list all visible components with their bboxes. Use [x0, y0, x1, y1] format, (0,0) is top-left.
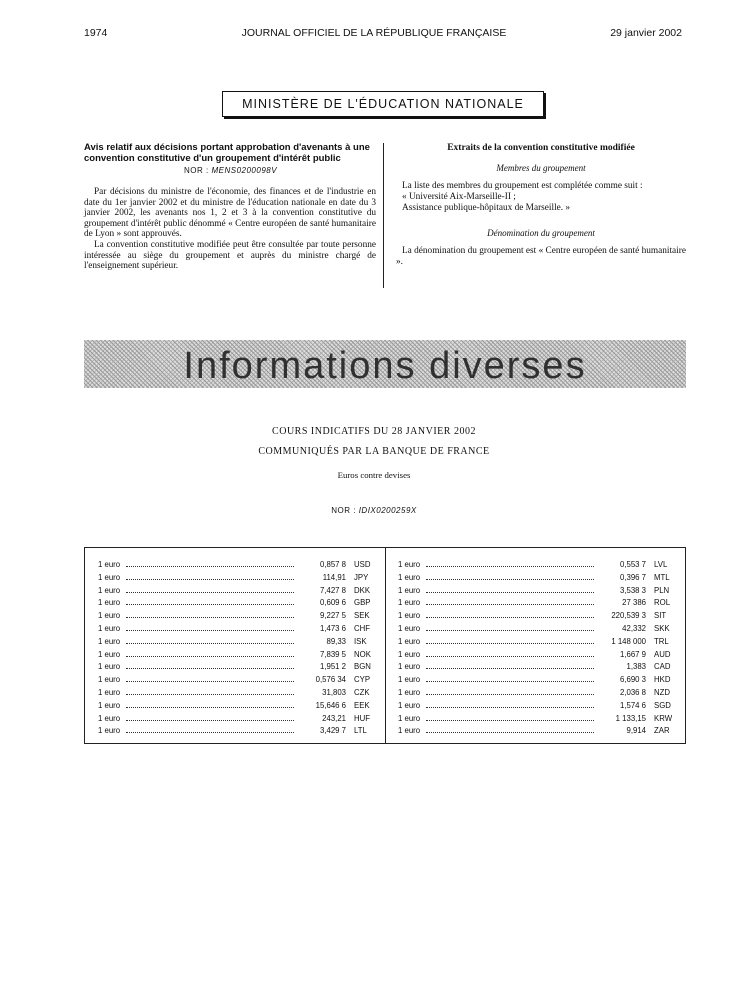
- rate-row: [398, 662, 676, 675]
- rate-label: 1 euro: [98, 649, 121, 659]
- rate-label: 1 euro: [398, 726, 421, 736]
- rate-label: 1 euro: [98, 636, 121, 646]
- currency-code: CZK: [354, 687, 370, 697]
- denomination-line: La dénomination du groupement est « Centre européen de santé humanitaire ».: [396, 246, 686, 267]
- currency-code: KRW: [654, 713, 673, 723]
- leader-dots: [126, 617, 294, 618]
- rate-row: [398, 573, 676, 586]
- rate-label: 1 euro: [398, 611, 421, 621]
- rate-value: 1,951 2: [319, 662, 346, 672]
- rate-label: 1 euro: [398, 572, 421, 582]
- currency-code: SKK: [654, 623, 670, 633]
- currency-code: ISK: [354, 636, 367, 646]
- rate-row: [98, 586, 376, 599]
- rate-value: 243,21: [322, 713, 346, 723]
- currency-code: MTL: [654, 572, 670, 582]
- rate-value: 0,609 6: [319, 598, 346, 608]
- leader-dots: [426, 566, 594, 567]
- rate-row: [98, 611, 376, 624]
- rate-row: [398, 675, 676, 688]
- leader-dots: [126, 643, 294, 644]
- cours-title: COURS INDICATIFS DU 28 JANVIER 2002: [272, 426, 476, 437]
- leader-dots: [126, 681, 294, 682]
- rate-row: [398, 726, 676, 739]
- rate-row: [398, 611, 676, 624]
- rate-label: 1 euro: [398, 700, 421, 710]
- rate-value: 3,538 3: [619, 585, 646, 595]
- rate-value: 0,857 8: [319, 560, 346, 569]
- leader-dots: [426, 592, 594, 593]
- membres-line: La liste des membres du groupement est complétée comme suit :: [402, 181, 643, 191]
- rate-value: 220,539 3: [611, 611, 646, 621]
- rate-row: [98, 637, 376, 650]
- cours-caption: Euros contre devises: [337, 470, 411, 480]
- leader-dots: [126, 592, 294, 593]
- rate-row: [98, 560, 376, 573]
- nor-code: IDIX0200259X: [358, 506, 417, 515]
- rate-row: [398, 560, 676, 573]
- rate-value: 7,839 5: [319, 649, 346, 659]
- currency-code: CYP: [354, 675, 371, 685]
- leader-dots: [426, 732, 594, 733]
- rate-value: 1 133,15: [615, 713, 646, 723]
- currency-code: EEK: [354, 700, 370, 710]
- rate-row: [98, 714, 376, 727]
- currency-code: GBP: [354, 598, 371, 608]
- currency-code: SEK: [354, 611, 370, 621]
- leader-dots: [126, 656, 294, 657]
- denomination-text: [396, 246, 686, 268]
- currency-code: CAD: [654, 662, 671, 672]
- rates-column-left: [98, 560, 376, 739]
- currency-code: USD: [354, 560, 371, 569]
- rate-value: 27 386: [622, 598, 646, 608]
- currency-code: SGD: [654, 700, 671, 710]
- rate-row: [398, 586, 676, 599]
- currency-code: BGN: [354, 662, 371, 672]
- rate-label: 1 euro: [98, 623, 121, 633]
- leader-dots: [126, 707, 294, 708]
- rate-label: 1 euro: [398, 662, 421, 672]
- currency-code: TRL: [654, 636, 669, 646]
- leader-dots: [126, 579, 294, 580]
- rate-label: 1 euro: [398, 713, 421, 723]
- leader-dots: [426, 668, 594, 669]
- nor-code: MENS0200098V: [211, 166, 278, 175]
- rate-row: [398, 650, 676, 663]
- rate-value: 9,914: [626, 726, 646, 736]
- leader-dots: [426, 604, 594, 605]
- extraits-title: Extraits de la convention constitutive modifiée: [447, 143, 635, 153]
- membres-line: Assistance publique-hôpitaux de Marseille. »: [402, 203, 571, 213]
- rate-value: 2,036 8: [619, 687, 646, 697]
- currency-code: LVL: [654, 560, 668, 569]
- leader-dots: [426, 720, 594, 721]
- currency-code: HUF: [354, 713, 371, 723]
- rate-row: [398, 624, 676, 637]
- rate-label: 1 euro: [98, 585, 121, 595]
- membres-title: Membres du groupement: [496, 163, 586, 173]
- rate-row: [98, 573, 376, 586]
- rate-value: 1,574 6: [619, 700, 646, 710]
- rate-label: 1 euro: [98, 687, 121, 697]
- rate-label: 1 euro: [98, 572, 121, 582]
- rate-row: [98, 701, 376, 714]
- leader-dots: [426, 656, 594, 657]
- rate-label: 1 euro: [98, 598, 121, 608]
- rate-row: [98, 675, 376, 688]
- currency-code: ROL: [654, 598, 671, 608]
- leader-dots: [126, 630, 294, 631]
- rate-value: 1,383: [626, 662, 646, 672]
- currency-code: NOK: [354, 649, 371, 659]
- column-divider: [383, 143, 384, 288]
- rate-value: 89,33: [326, 636, 346, 646]
- avis-section: [84, 143, 376, 272]
- rate-label: 1 euro: [98, 662, 121, 672]
- avis-title: Avis relatif aux décisions portant approbation d'avenants à une convention constitutive d'un groupement d'intérêt public: [84, 142, 370, 164]
- rate-label: 1 euro: [98, 611, 121, 621]
- leader-dots: [426, 707, 594, 708]
- rate-label: 1 euro: [398, 636, 421, 646]
- rate-label: 1 euro: [398, 675, 421, 685]
- rates-column-right: [398, 560, 676, 739]
- rate-label: 1 euro: [98, 675, 121, 685]
- leader-dots: [426, 694, 594, 695]
- leader-dots: [126, 694, 294, 695]
- currency-code: HKD: [654, 675, 671, 685]
- cours-nor: [0, 506, 748, 515]
- rate-label: 1 euro: [398, 585, 421, 595]
- rate-value: 3,429 7: [319, 726, 346, 736]
- rate-value: 0,576 34: [315, 675, 346, 685]
- rate-row: [98, 598, 376, 611]
- avis-paragraph: Par décisions du ministre de l'économie, des finances et de l'industrie en date du 1er janvier 2002 et du ministre de l'éducation nationale en date du 3 janvier 2002, les avenants nos 1, 2 et 3 à la convention constitutive du groupement d'intérêt public dénommé « Centre européen de santé humanitaire de Lyon » sont approuvés.: [84, 187, 376, 240]
- currency-code: JPY: [354, 572, 369, 582]
- leader-dots: [126, 566, 294, 567]
- page-number: 1974: [84, 27, 108, 39]
- section-banner: [84, 340, 686, 388]
- rate-label: 1 euro: [98, 726, 121, 736]
- cours-subtitle: COMMUNIQUÉS PAR LA BANQUE DE FRANCE: [258, 446, 490, 457]
- banner-title: Informations diverses: [183, 344, 587, 387]
- avis-paragraph: La convention constitutive modifiée peut être consultée par toute personne intéressée au siège du groupement et auprès du ministre chargé de l'enseignement supérieur.: [84, 239, 376, 272]
- leader-dots: [126, 604, 294, 605]
- currency-code: LTL: [354, 726, 367, 736]
- leader-dots: [426, 617, 594, 618]
- rate-value: 6,690 3: [619, 675, 646, 685]
- journal-title: JOURNAL OFFICIEL DE LA RÉPUBLIQUE FRANÇAISE: [241, 27, 507, 39]
- rates-divider: [385, 547, 386, 744]
- rate-value: 42,332: [622, 623, 646, 633]
- rate-value: 7,427 8: [319, 585, 346, 595]
- rate-row: [98, 662, 376, 675]
- rate-value: 31,803: [322, 687, 346, 697]
- avis-nor: [184, 166, 376, 175]
- leader-dots: [426, 579, 594, 580]
- denomination-title: Dénomination du groupement: [487, 228, 595, 238]
- rate-value: 15,646 6: [315, 700, 346, 710]
- rate-label: 1 euro: [398, 598, 421, 608]
- rate-label: 1 euro: [398, 649, 421, 659]
- rate-label: 1 euro: [398, 623, 421, 633]
- currency-code: ZAR: [654, 726, 670, 736]
- rate-row: [398, 701, 676, 714]
- leader-dots: [126, 732, 294, 733]
- rate-value: 1,473 6: [319, 623, 346, 633]
- rate-row: [98, 624, 376, 637]
- rate-value: 0,396 7: [619, 572, 646, 582]
- rate-value: 9,227 5: [319, 611, 346, 621]
- currency-code: SIT: [654, 611, 667, 621]
- rate-row: [398, 598, 676, 611]
- rate-row: [398, 637, 676, 650]
- rate-row: [98, 688, 376, 701]
- rate-label: 1 euro: [98, 713, 121, 723]
- membres-list: [396, 181, 686, 214]
- rate-row: [98, 726, 376, 739]
- leader-dots: [426, 643, 594, 644]
- rate-row: [98, 650, 376, 663]
- currency-code: DKK: [354, 585, 371, 595]
- rate-value: 1 148 000: [611, 636, 646, 646]
- issue-date: 29 janvier 2002: [610, 27, 682, 39]
- rate-row: [398, 714, 676, 727]
- rate-value: 114,91: [322, 572, 346, 582]
- ministry-heading: MINISTÈRE DE L'ÉDUCATION NATIONALE: [222, 91, 544, 117]
- rate-row: [398, 688, 676, 701]
- rate-label: 1 euro: [398, 687, 421, 697]
- leader-dots: [126, 668, 294, 669]
- currency-code: AUD: [654, 649, 671, 659]
- rate-value: 0,553 7: [619, 560, 646, 569]
- nor-label: NOR :: [331, 506, 356, 515]
- currency-code: NZD: [654, 687, 671, 697]
- rate-label: 1 euro: [98, 560, 121, 569]
- leader-dots: [426, 681, 594, 682]
- rate-value: 1,667 9: [619, 649, 646, 659]
- leader-dots: [126, 720, 294, 721]
- currency-code: CHF: [354, 623, 371, 633]
- leader-dots: [426, 630, 594, 631]
- rate-label: 1 euro: [98, 700, 121, 710]
- currency-code: PLN: [654, 585, 670, 595]
- membres-line: « Université Aix-Marseille-II ;: [402, 192, 516, 202]
- rate-label: 1 euro: [398, 560, 421, 569]
- nor-label: NOR :: [184, 166, 209, 175]
- extraits-section: [396, 143, 686, 268]
